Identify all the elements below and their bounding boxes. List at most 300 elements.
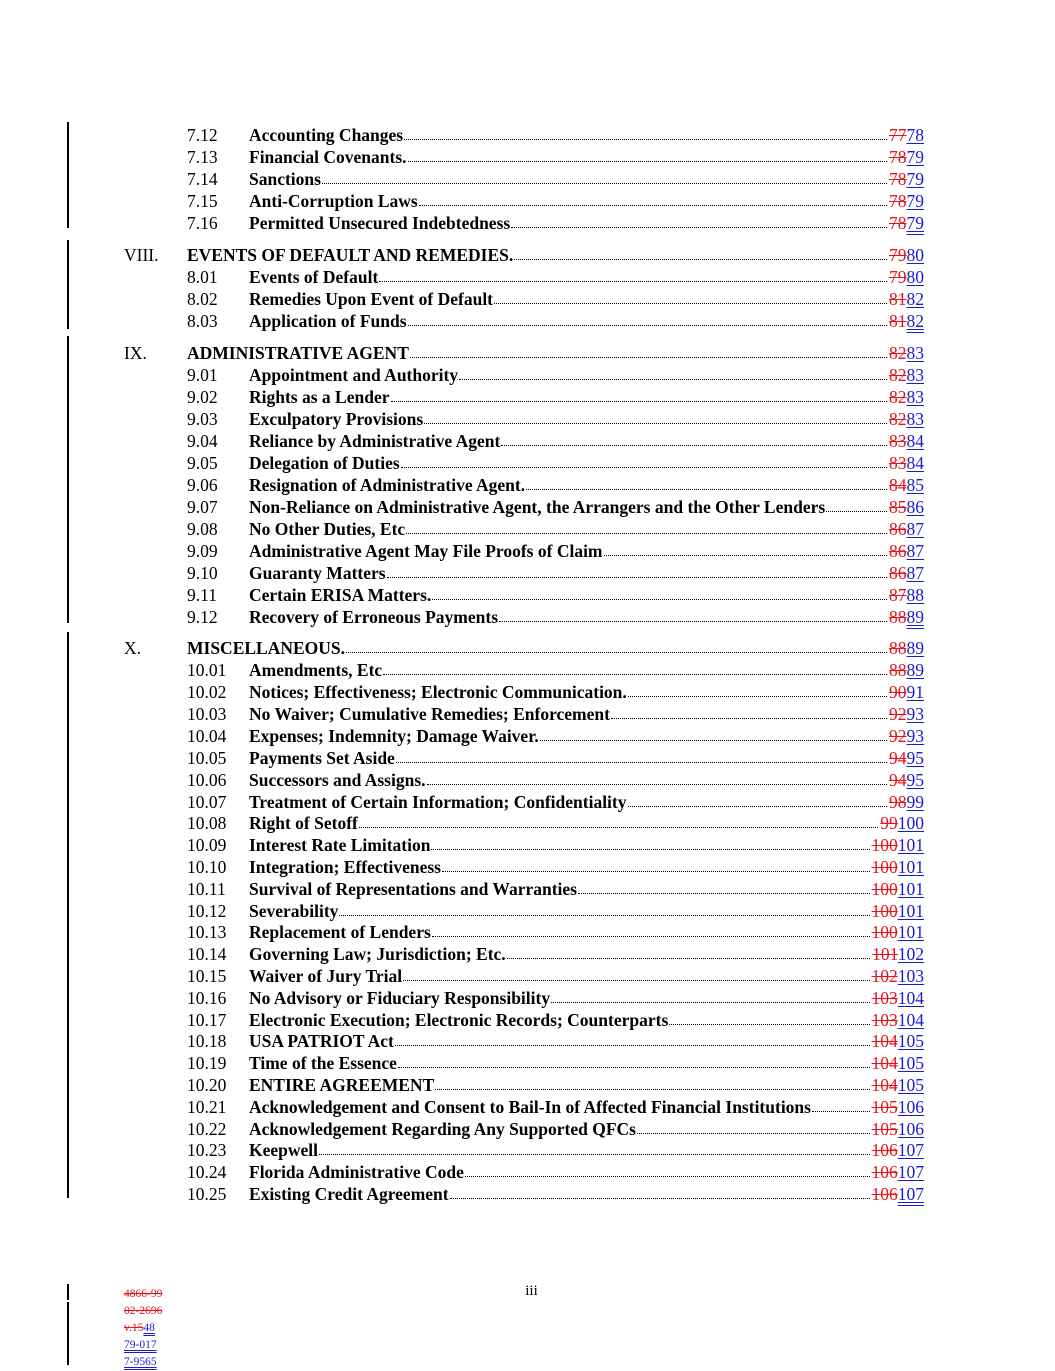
entry-title: Notices; Effectiveness; Electronic Communication. <box>249 682 627 702</box>
section-number: 10.20 <box>187 1075 227 1095</box>
inserted-page-number[interactable]: 84 <box>906 453 924 473</box>
revision-change-bar <box>67 1302 69 1365</box>
deleted-page-number: 99 <box>880 813 898 833</box>
page-reference[interactable] <box>889 408 924 430</box>
inserted-page-number[interactable]: 101 <box>897 835 924 855</box>
deleted-page-number: 92 <box>889 704 907 724</box>
deleted-page-number: 85 <box>889 497 907 517</box>
section-number: 10.16 <box>187 988 227 1008</box>
toc-section-entry[interactable] <box>0 747 1055 769</box>
toc-section-entry[interactable] <box>0 212 1055 234</box>
page-reference[interactable] <box>880 812 924 834</box>
toc-section-entry[interactable] <box>0 681 1055 703</box>
toc-section-entry[interactable] <box>0 812 1055 834</box>
deleted-page-number: 100 <box>871 901 898 921</box>
inserted-page-number[interactable]: 101 <box>897 857 924 877</box>
page-reference[interactable] <box>872 856 925 878</box>
toc-section-entry[interactable] <box>0 288 1055 310</box>
entry-title: Interest Rate Limitation <box>249 835 431 855</box>
inserted-page-number[interactable]: 91 <box>906 682 924 702</box>
dot-leader <box>459 379 887 380</box>
inserted-page-number[interactable]: 107 <box>897 1140 924 1160</box>
inserted-page-number[interactable]: 80 <box>906 267 924 287</box>
entry-title: Recovery of Erroneous Payments <box>249 607 498 627</box>
entry-title: Amendments, Etc <box>249 660 383 680</box>
toc-article-entry[interactable] <box>0 637 1055 659</box>
page-reference[interactable] <box>889 430 924 452</box>
page-reference[interactable] <box>889 562 924 584</box>
section-number: 10.13 <box>187 922 227 942</box>
inserted-page-number[interactable]: 80 <box>906 245 924 265</box>
page-reference[interactable] <box>889 747 924 769</box>
toc-section-entry[interactable] <box>0 386 1055 408</box>
page-reference[interactable] <box>872 1161 925 1183</box>
inserted-page-number[interactable]: 100 <box>897 813 924 833</box>
inserted-page-number[interactable]: 89 <box>906 660 924 680</box>
inserted-page-number[interactable]: 106 <box>897 1097 924 1117</box>
section-number: 9.03 <box>187 409 218 429</box>
section-number: 10.25 <box>187 1184 227 1204</box>
toc-section-entry[interactable] <box>0 769 1055 791</box>
page-reference[interactable] <box>872 900 925 922</box>
section-number: 9.05 <box>187 453 218 473</box>
deleted-page-number: 83 <box>889 431 907 451</box>
toc-section-entry[interactable] <box>0 943 1055 965</box>
toc-section-entry[interactable] <box>0 834 1055 856</box>
toc-section-entry[interactable] <box>0 791 1055 813</box>
inserted-page-number[interactable]: 107 <box>897 1184 924 1204</box>
dot-leader <box>507 958 870 959</box>
page-reference[interactable] <box>889 212 924 234</box>
inserted-page-number[interactable]: 107 <box>897 1162 924 1182</box>
inserted-page-number[interactable]: 93 <box>906 726 924 746</box>
entry-title: Waiver of Jury Trial <box>249 966 403 986</box>
section-number: 8.02 <box>187 289 218 309</box>
inserted-page-number[interactable]: 102 <box>897 944 924 964</box>
toc-section-entry[interactable] <box>0 1161 1055 1183</box>
toc-section-entry[interactable] <box>0 606 1055 628</box>
page-reference[interactable] <box>889 386 924 408</box>
deleted-page-number: 82 <box>889 387 907 407</box>
toc-section-entry[interactable] <box>0 190 1055 212</box>
entry-title: Accounting Changes <box>249 125 404 145</box>
toc-section-entry[interactable] <box>0 1183 1055 1205</box>
toc-section-entry[interactable] <box>0 900 1055 922</box>
section-number: 9.08 <box>187 519 218 539</box>
section-number: 10.06 <box>187 770 227 790</box>
section-number: 7.12 <box>187 125 218 145</box>
page-reference[interactable] <box>889 288 924 310</box>
page-reference[interactable] <box>872 1074 925 1096</box>
toc-section-entry[interactable] <box>0 124 1055 146</box>
toc-section-entry[interactable] <box>0 987 1055 1009</box>
inserted-page-number[interactable]: 83 <box>906 365 924 385</box>
inserted-page-number[interactable]: 84 <box>906 431 924 451</box>
document-id <box>124 1286 162 1371</box>
section-number: 9.10 <box>187 563 218 583</box>
inserted-page-number[interactable]: 87 <box>906 563 924 583</box>
entry-title: Financial Covenants. <box>249 147 407 167</box>
toc-article-entry[interactable] <box>0 244 1055 266</box>
section-number: 9.11 <box>187 585 217 605</box>
page-reference[interactable] <box>889 266 924 288</box>
inserted-page-number[interactable]: 82 <box>906 289 924 309</box>
page-reference[interactable] <box>872 1030 925 1052</box>
page-reference[interactable] <box>872 943 924 965</box>
inserted-page-number[interactable]: 99 <box>906 792 924 812</box>
page-reference[interactable] <box>872 1009 925 1031</box>
deleted-page-number: 100 <box>871 922 898 942</box>
toc-section-entry[interactable] <box>0 408 1055 430</box>
deleted-page-number: 84 <box>889 475 907 495</box>
deleted-page-number: 94 <box>889 748 907 768</box>
dot-leader <box>387 577 887 578</box>
page-reference[interactable] <box>872 834 925 856</box>
entry-title: Acknowledgement and Consent to Bail-In of Affected Financial Institutions <box>249 1097 811 1117</box>
section-number: 10.10 <box>187 857 227 877</box>
page-reference[interactable] <box>889 364 924 386</box>
toc-section-entry[interactable] <box>0 1009 1055 1031</box>
toc-section-entry[interactable] <box>0 168 1055 190</box>
deleted-page-number: 82 <box>889 365 907 385</box>
dot-leader <box>540 740 887 741</box>
section-number: 10.11 <box>187 879 226 899</box>
deleted-page-number: 104 <box>871 1031 898 1051</box>
dot-leader <box>494 303 887 304</box>
page-reference[interactable] <box>872 1052 925 1074</box>
entry-title: Acknowledgement Regarding Any Supported QFCs <box>249 1119 636 1139</box>
dot-leader <box>391 401 887 402</box>
dot-leader <box>465 1176 870 1177</box>
page-reference[interactable] <box>889 791 924 813</box>
inserted-page-number[interactable]: 79 <box>906 213 924 233</box>
section-number: 7.15 <box>187 191 218 211</box>
section-number: 10.04 <box>187 726 227 746</box>
entry-title: Right of Setoff <box>249 813 358 833</box>
toc-section-entry[interactable] <box>0 703 1055 725</box>
entry-title: Permitted Unsecured Indebtedness <box>249 213 511 233</box>
dot-leader <box>319 1154 870 1155</box>
deleted-page-number: 78 <box>889 147 907 167</box>
inserted-page-number[interactable]: 88 <box>906 585 924 605</box>
deleted-page-number: 81 <box>889 311 907 331</box>
page-reference[interactable] <box>889 584 924 606</box>
page-reference[interactable] <box>889 606 924 628</box>
dot-leader <box>450 1198 870 1199</box>
inserted-page-number[interactable]: 86 <box>906 497 924 517</box>
inserted-page-number[interactable]: 104 <box>897 988 924 1008</box>
section-number: 9.01 <box>187 365 218 385</box>
inserted-page-number[interactable]: 101 <box>897 922 924 942</box>
toc-section-entry[interactable] <box>0 452 1055 474</box>
section-number: 8.01 <box>187 267 218 287</box>
inserted-page-number[interactable]: 79 <box>906 147 924 167</box>
deleted-page-number: 100 <box>871 879 898 899</box>
inserted-page-number[interactable]: 82 <box>906 311 924 331</box>
deleted-page-number: 104 <box>871 1053 898 1073</box>
page-reference[interactable] <box>889 146 924 168</box>
entry-title: Expenses; Indemnity; Damage Waiver. <box>249 726 539 746</box>
deleted-page-number: 94 <box>889 770 907 790</box>
entry-title: Treatment of Certain Information; Confidentiality <box>249 792 627 812</box>
toc-section-entry[interactable] <box>0 856 1055 878</box>
toc-section-entry[interactable] <box>0 965 1055 987</box>
dot-leader <box>669 1024 870 1025</box>
page-reference[interactable] <box>872 987 925 1009</box>
deleted-page-number: 104 <box>871 1075 898 1095</box>
entry-title: Reliance by Administrative Agent <box>249 431 501 451</box>
deleted-page-number: 92 <box>889 726 907 746</box>
dot-leader <box>396 762 887 763</box>
entry-title: EVENTS OF DEFAULT AND REMEDIES. <box>187 245 514 265</box>
entry-title: Remedies Upon Event of Default <box>249 289 494 309</box>
inserted-page-number[interactable]: 95 <box>906 748 924 768</box>
toc-section-entry[interactable] <box>0 659 1055 681</box>
entry-title: Florida Administrative Code <box>249 1162 464 1182</box>
dot-leader <box>812 1111 870 1112</box>
entry-title: Anti-Corruption Laws <box>249 191 418 211</box>
page-reference[interactable] <box>889 518 924 540</box>
toc-section-entry[interactable] <box>0 1074 1055 1096</box>
deleted-page-number: 100 <box>871 835 898 855</box>
toc-section-entry[interactable] <box>0 562 1055 584</box>
toc-article-entry[interactable] <box>0 342 1055 364</box>
section-number: 10.22 <box>187 1119 227 1139</box>
inserted-page-number[interactable]: 101 <box>897 901 924 921</box>
section-number: 10.05 <box>187 748 227 768</box>
toc-section-entry[interactable] <box>0 921 1055 943</box>
page-reference[interactable] <box>872 1139 925 1161</box>
toc-section-entry[interactable] <box>0 310 1055 332</box>
toc-section-entry[interactable] <box>0 584 1055 606</box>
deleted-page-number: 83 <box>889 453 907 473</box>
article-number: X. <box>124 638 142 658</box>
deleted-page-number: 98 <box>889 792 907 812</box>
deleted-page-number: 82 <box>889 343 907 363</box>
deleted-page-number: 88 <box>889 660 907 680</box>
page-reference[interactable] <box>889 496 924 518</box>
deleted-page-number: 102 <box>871 966 898 986</box>
section-number: 10.03 <box>187 704 227 724</box>
page-reference[interactable] <box>889 190 924 212</box>
entry-title: Non-Reliance on Administrative Agent, the Arrangers and the Other Lenders <box>249 497 826 517</box>
deleted-page-number: 88 <box>889 607 907 627</box>
entry-title: Time of the Essence <box>249 1053 397 1073</box>
inserted-page-number[interactable]: 79 <box>906 169 924 189</box>
deleted-page-number: 86 <box>889 519 907 539</box>
section-number: 8.03 <box>187 311 218 331</box>
deleted-page-number: 90 <box>889 682 907 702</box>
dot-leader <box>359 827 878 828</box>
deleted-page-number: 86 <box>889 563 907 583</box>
deleted-page-number: 78 <box>889 169 907 189</box>
page-reference[interactable] <box>872 878 925 900</box>
entry-title: Existing Credit Agreement <box>249 1184 449 1204</box>
page-reference[interactable] <box>889 540 924 562</box>
inserted-page-number[interactable]: 104 <box>897 1010 924 1030</box>
deleted-page-number: 77 <box>889 125 907 145</box>
inserted-page-number[interactable]: 78 <box>906 125 924 145</box>
section-number: 10.02 <box>187 682 227 702</box>
article-number: VIII. <box>124 245 159 265</box>
page-reference[interactable] <box>889 244 924 266</box>
page-reference[interactable] <box>872 1118 925 1140</box>
section-number: 9.07 <box>187 497 218 517</box>
entry-title: Successors and Assigns. <box>249 770 426 790</box>
inserted-page-number[interactable]: 85 <box>906 475 924 495</box>
page-reference[interactable] <box>872 1183 925 1205</box>
dot-leader <box>628 806 887 807</box>
page-reference[interactable] <box>889 703 924 725</box>
inserted-page-number[interactable]: 103 <box>897 966 924 986</box>
dot-leader <box>578 893 870 894</box>
page-reference[interactable] <box>889 452 924 474</box>
entry-title: Governing Law; Jurisdiction; Etc. <box>249 944 506 964</box>
toc-section-entry[interactable] <box>0 364 1055 386</box>
page-reference[interactable] <box>889 725 924 747</box>
toc-section-entry[interactable] <box>0 146 1055 168</box>
dot-leader <box>826 511 887 512</box>
dot-leader <box>551 1002 870 1003</box>
section-number: 10.17 <box>187 1010 227 1030</box>
section-number: 10.01 <box>187 660 227 680</box>
toc-section-entry[interactable] <box>0 496 1055 518</box>
page-reference[interactable] <box>872 965 925 987</box>
section-number: 9.09 <box>187 541 218 561</box>
deleted-page-number: 82 <box>889 409 907 429</box>
doc-id-deleted-version: v.15 <box>124 1322 144 1334</box>
toc-section-entry[interactable] <box>0 878 1055 900</box>
dot-leader <box>398 1067 870 1068</box>
dot-leader <box>427 784 887 785</box>
section-number: 7.14 <box>187 169 218 189</box>
dot-leader <box>401 467 887 468</box>
dot-leader <box>410 357 887 358</box>
entry-title: Delegation of Duties <box>249 453 400 473</box>
deleted-page-number: 105 <box>871 1119 898 1139</box>
deleted-page-number: 100 <box>871 857 898 877</box>
inserted-page-number[interactable]: 105 <box>897 1075 924 1095</box>
toc-section-entry[interactable] <box>0 518 1055 540</box>
dot-leader <box>339 915 870 916</box>
deleted-page-number: 87 <box>889 585 907 605</box>
doc-id-deleted-line: 02-2696 <box>124 1305 163 1317</box>
dot-leader <box>442 871 870 872</box>
inserted-page-number[interactable]: 93 <box>906 704 924 724</box>
inserted-page-number[interactable]: 105 <box>897 1053 924 1073</box>
entry-title: No Other Duties, Etc <box>249 519 406 539</box>
deleted-page-number: 101 <box>872 944 898 964</box>
deleted-page-number: 78 <box>889 191 907 211</box>
inserted-page-number[interactable]: 79 <box>906 191 924 211</box>
entry-title: Replacement of Lenders <box>249 922 431 942</box>
entry-title: Events of Default <box>249 267 379 287</box>
deleted-page-number: 105 <box>871 1097 898 1117</box>
entry-title: No Advisory or Fiduciary Responsibility <box>249 988 551 1008</box>
inserted-page-number[interactable]: 83 <box>906 343 924 363</box>
toc-section-entry[interactable] <box>0 725 1055 747</box>
inserted-page-number[interactable]: 89 <box>906 607 924 627</box>
toc-section-entry[interactable] <box>0 1052 1055 1074</box>
inserted-page-number[interactable]: 87 <box>906 541 924 561</box>
toc-section-entry[interactable] <box>0 1139 1055 1161</box>
inserted-page-number[interactable]: 83 <box>906 387 924 407</box>
dot-leader <box>379 281 887 282</box>
inserted-page-number[interactable]: 83 <box>906 409 924 429</box>
page-reference[interactable] <box>889 681 924 703</box>
section-number: 10.19 <box>187 1053 227 1073</box>
dot-leader <box>408 325 887 326</box>
deleted-page-number: 78 <box>889 213 907 233</box>
inserted-page-number[interactable]: 105 <box>897 1031 924 1051</box>
entry-title: Electronic Execution; Electronic Records; Counterparts <box>249 1010 669 1030</box>
toc-section-entry[interactable] <box>0 1030 1055 1052</box>
dot-leader <box>526 489 887 490</box>
dot-leader <box>424 423 887 424</box>
dot-leader <box>501 445 887 446</box>
entry-title: Application of Funds <box>249 311 407 331</box>
section-number: 10.08 <box>187 813 227 833</box>
page-reference[interactable] <box>889 310 924 332</box>
toc-section-entry[interactable] <box>0 1118 1055 1140</box>
toc-section-entry[interactable] <box>0 430 1055 452</box>
doc-id-inserted-line: 79-017 <box>124 1339 157 1351</box>
dot-leader <box>435 1089 870 1090</box>
inserted-page-number[interactable]: 95 <box>906 770 924 790</box>
section-number: 10.09 <box>187 835 227 855</box>
dot-leader <box>432 936 870 937</box>
inserted-page-number[interactable]: 89 <box>906 638 924 658</box>
section-number: 9.12 <box>187 607 218 627</box>
toc-section-entry[interactable] <box>0 266 1055 288</box>
toc-section-entry[interactable] <box>0 540 1055 562</box>
dot-leader <box>403 980 870 981</box>
deleted-page-number: 106 <box>871 1140 898 1160</box>
inserted-page-number[interactable]: 101 <box>897 879 924 899</box>
deleted-page-number: 79 <box>889 267 907 287</box>
dot-leader <box>628 696 887 697</box>
dot-leader <box>383 674 887 675</box>
page-reference[interactable] <box>872 1096 925 1118</box>
inserted-page-number[interactable]: 87 <box>906 519 924 539</box>
page-reference[interactable] <box>889 769 924 791</box>
page-reference[interactable] <box>889 342 924 364</box>
inserted-page-number[interactable]: 106 <box>897 1119 924 1139</box>
entry-title: Keepwell <box>249 1140 319 1160</box>
toc-section-entry[interactable] <box>0 1096 1055 1118</box>
dot-leader <box>346 652 887 653</box>
section-number: 10.14 <box>187 944 227 964</box>
section-number: 9.02 <box>187 387 218 407</box>
page-reference[interactable] <box>889 124 924 146</box>
page-reference[interactable] <box>872 921 925 943</box>
page-reference[interactable] <box>889 637 924 659</box>
entry-title: Survival of Representations and Warranties <box>249 879 577 899</box>
deleted-page-number: 86 <box>889 541 907 561</box>
dot-leader <box>432 599 887 600</box>
section-number: 7.13 <box>187 147 218 167</box>
section-number: 10.12 <box>187 901 227 921</box>
section-number: 10.21 <box>187 1097 227 1117</box>
entry-title: Resignation of Administrative Agent. <box>249 475 526 495</box>
page-reference[interactable] <box>889 168 924 190</box>
section-number: 10.07 <box>187 792 227 812</box>
toc-section-entry[interactable] <box>0 474 1055 496</box>
page-reference[interactable] <box>889 474 924 496</box>
dot-leader <box>637 1133 870 1134</box>
deleted-page-number: 103 <box>871 1010 898 1030</box>
page-reference[interactable] <box>889 659 924 681</box>
